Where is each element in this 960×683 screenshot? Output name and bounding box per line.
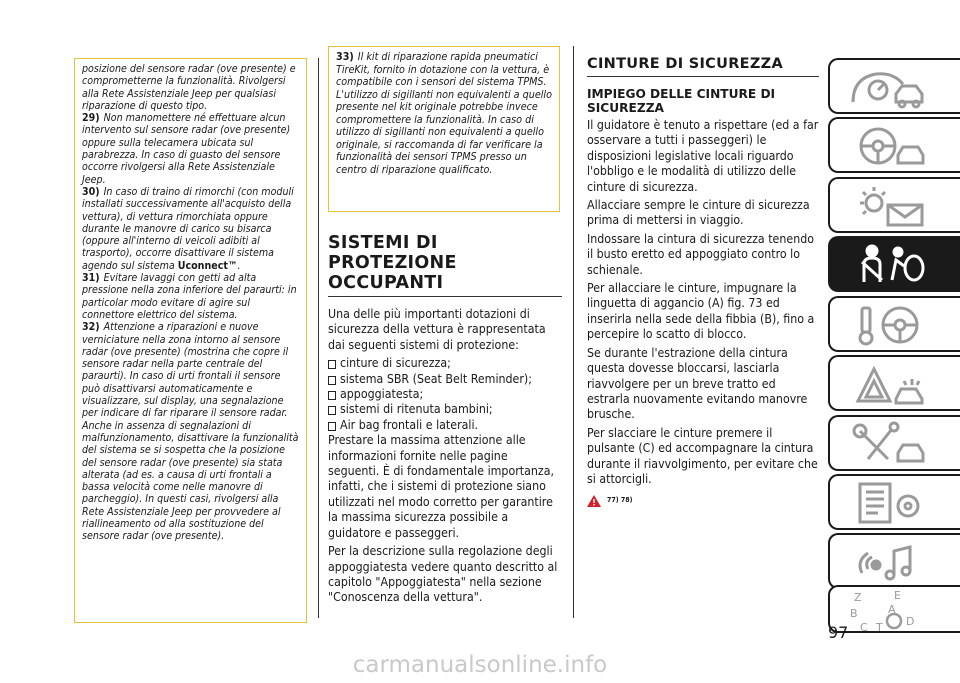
note-number: 33) [336,50,354,63]
list-item: appoggiatesta; [328,387,562,402]
paragraph: Indossare la cintura di sicurezza tenendo il busto eretto ed appoggiato contro lo schienale. [587,231,814,277]
seatbelts-section [587,56,819,509]
brand-uconnect: Uconnect™ [177,259,238,272]
list-item: sistema SBR (Seat Belt Reminder); [328,372,562,387]
tab-safety-vehicle[interactable] [828,117,960,173]
list-item: Air bag frontali e laterali. [328,418,562,433]
tab-technical-data[interactable] [828,474,960,530]
svg-text:Z: Z [854,591,862,604]
column-divider [573,46,574,618]
note-tail: . [237,259,241,272]
column-divider [318,58,319,618]
note-text: Attenzione a riparazioni e nuove verniciature nella zona intorno al sensore radar (ove presente) (mostrina che copre il sensore radar nella parte centrale del paraurti). In caso di urti frontali il sensore può disattivarsi automaticamente e visualizzare, sul display, una segnalazione per indicare di far riparare il sensore radar. Anche in assenza di segnalazioni di malfunzionamento, disattivare la funzionalità del sistema se si sospetta che la posizione del sensore radar (ove presente) sia stata alterata (ad es. a causa di urti frontali a bassa velocità come nelle manovre di parcheggio). In questi casi, rivolgersi alla Rete Assistenziale Jeep per provvedere al riallineamento od alla sostituzione del sensore radar (ove presente). [82,321,299,543]
multimedia-icon [848,539,928,585]
note-text: Non manomettere né effettuare alcun intervento sul sensore radar (ove presente) oppure sulla telecamera ubicata sul parabrezza. In caso di guasto del sensore occorre rivolgersi alla Rete Assistenziale Jeep. [82,112,291,186]
tab-starting-driving[interactable] [828,296,960,352]
tab-dashboard[interactable] [828,58,960,114]
note-number: 29) [82,112,100,125]
occupant-protection-section [328,233,562,609]
note-continuation [82,63,299,112]
intro-paragraph: Una delle più importanti dotazioni di sicurezza della vettura è rappresentata dai seguenti sistemi di protezione: [328,307,546,352]
lights-envelope-icon [848,183,928,229]
svg-text:T: T [876,621,883,634]
svg-text:A: A [888,603,896,616]
svg-text:D: D [906,615,915,628]
svg-text:C: C [860,621,868,634]
paragraph: Il guidatore è tenuto a rispettare (ed a far osservare a tutti i passeggeri) le disposizioni legislative locali riguardo l'obbligo e le modalità di utilizzo delle cinture di sicurezza. [587,118,819,194]
paragraph: Per slacciare le cinture premere il pulsante (C) ed accompagnare la cintura durante il riavvolgimento, per evitare che si attorcigli. [587,425,818,486]
paragraph: Se durante l'estrazione della cintura questa dovesse bloccarsi, lasciarla riavvolgere per un breve tratto ed estrarla nuovamente evitando manovre brusche. [587,345,808,422]
note-text: Evitare lavaggi con getti ad alta pressione nella zona inferiore del paraurti: in particolar modo evitare di agire sul connettore elettrico del sistema. [82,272,297,321]
warning-triangle-icon [587,495,601,507]
list-item: sistemi di ritenuta bambini; [328,402,562,417]
tab-emergency[interactable] [828,355,960,411]
tools-maintenance-icon [848,421,928,467]
protection-systems-list [328,356,562,433]
watermark: carmanualsonline.info [352,652,608,678]
note-29 [82,112,299,186]
warning-reference [587,493,819,508]
paragraph: Prestare la massima attenzione alle informazioni fornite nelle pagine seguenti. È di fondamentale importanza, infatti, che i sistemi di protezione siano utilizzati nel modo corretto per garantire la massima sicurezza possibile a guidatore e passeggeri. [328,433,554,540]
tab-lights-messages[interactable] [828,177,960,233]
note-31 [82,272,299,321]
emergency-triangle-icon [848,361,928,407]
tab-maintenance[interactable] [828,415,960,471]
note-30 [82,186,299,272]
section-title: SISTEMI DI PROTEZIONE OCCUPANTI [328,233,562,297]
note-32 [82,321,299,542]
svg-text:E: E [894,591,901,602]
note-number: 32) [82,321,100,334]
steering-wheel-car-icon [848,123,928,169]
note-number: 30) [82,185,100,198]
list-item: cinture di sicurezza; [328,356,562,371]
tab-multimedia[interactable] [828,533,960,589]
dashboard-car-icon [848,64,928,110]
tab-safety[interactable] [828,236,960,292]
page-number: 97 [828,623,849,642]
svg-text:B: B [850,607,858,620]
warning-note-33-box [328,46,560,212]
note-number: 31) [82,272,100,285]
key-steering-wheel-icon [848,302,928,348]
warning-notes-box [74,58,307,623]
paragraph: Per la descrizione sulla regolazione degli appoggiatesta vedere quanto descritto al capitolo "Appoggiatesta" nella sezione "Conoscenza della vettura". [328,544,558,605]
warning-ref-numbers: 77) 78) [607,496,633,505]
paragraph: Allacciare sempre le cinture di sicurezza prima di mettersi in viaggio. [587,198,810,228]
note-text: Il kit di riparazione rapida pneumatici TireKit, fornito in dotazione con la vettura, è compatibile con i sensori del sistema TPMS. L'utilizzo di sigillanti non equivalenti a quello presente nel kit originale potrebbe invece compromettere la funzionalità. In caso di utilizzo di sigillanti non equivalenti a quello originale, si raccomanda di far verificare la funzionalità dei sensori TPMS presso un centro di riparazione qualificato. [336,50,552,176]
subsection-title: IMPIEGO DELLE CINTURE DI SICUREZZA [587,87,776,115]
section-title: CINTURE DI SICUREZZA [587,56,819,77]
note-33 [336,51,552,176]
note-text: In caso di traino di rimorchi (con moduli installati successivamente all'acquisto della vettura), di vettura rimorchiata oppure durante le manovre di carico su bisarca (oppure all'interno di veicoli adibiti al trasporto), occorre disattivare il sistema agendo sul sistema [82,185,294,272]
paragraph: Per allacciare le cinture, impugnare la linguetta di aggancio (A) fig. 73 ed inserirla nella sede della fibbia (B), fino a percepire lo scatto di blocco. [587,281,815,342]
note-text: posizione del sensore radar (ove presente) e comprometterne la funzionalità. Rivolgersi alla Rete Assistenziale Jeep per qualsiasi riparazione di questo tipo. [82,63,296,112]
seatbelt-airbag-icon [848,242,928,288]
index-letters-icon [848,591,928,635]
technical-data-icon [848,480,928,526]
